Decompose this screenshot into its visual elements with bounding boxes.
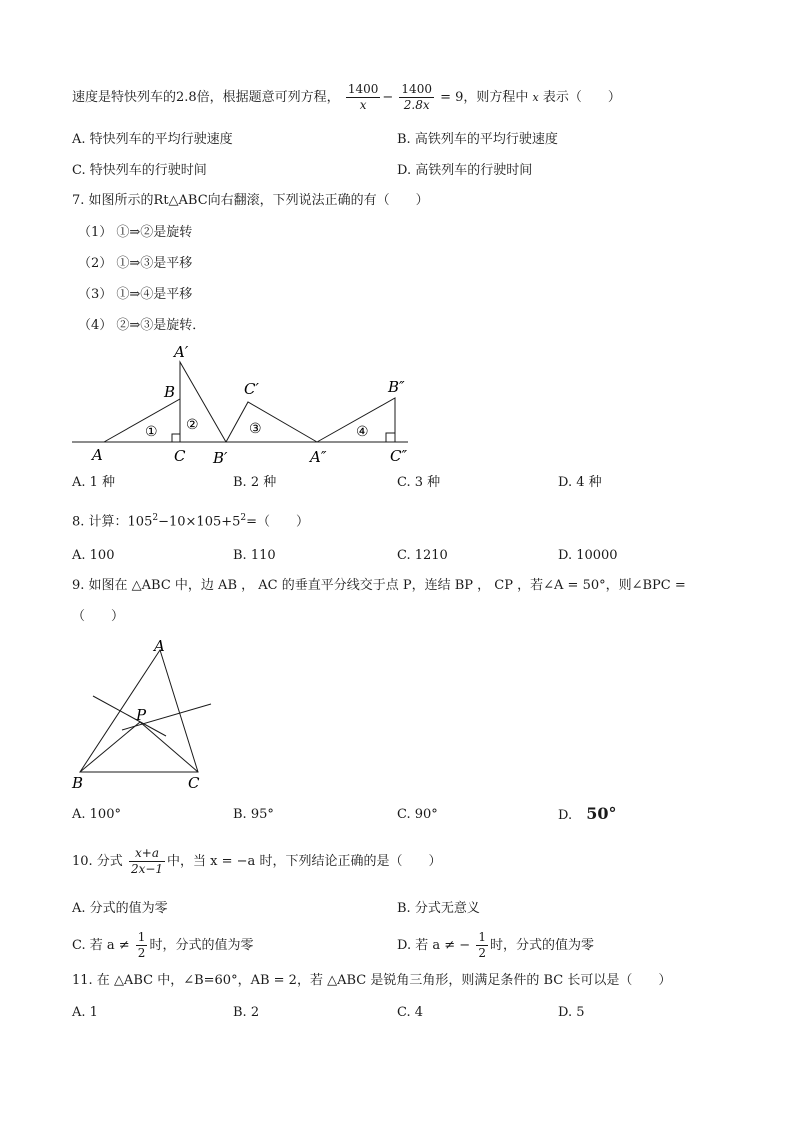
q7-item-4: （4） ②⇒③是旋转． — [78, 318, 206, 333]
q9-figure — [60, 638, 260, 798]
label-A1: A′ — [174, 343, 189, 361]
label-B: B — [72, 774, 84, 792]
q10-option-a: A. 分式的值为零 — [72, 901, 168, 916]
triangle-1 — [104, 399, 180, 442]
q10-option-b: B. 分式无意义 — [397, 901, 480, 916]
q7-stem: 7. 如图所示的Rt△ABC向右翻滚，下列说法正确的有（ ） — [72, 193, 429, 208]
label-A: A — [154, 638, 165, 655]
q7-item-3: （3） ①⇒④是平移 — [78, 287, 193, 302]
q7-option-a: A. 1 种 — [72, 475, 116, 490]
q6-fraction-1: $\frac{1400}{x}$ — [347, 82, 379, 112]
q6-option-c: C. 特快列车的行驶时间 — [72, 163, 207, 178]
q11-option-c: C. 4 — [397, 1005, 424, 1020]
q9-stem: 9. 如图在 △ABC 中，边 AB ， AC 的垂直平分线交于点 P，连结 BP ， CP ，若∠A = 50°，则∠BPC = — [72, 578, 686, 593]
q9-option-a: A. 100° — [72, 807, 121, 822]
q6-option-d: D. 高铁列车的行驶时间 — [397, 163, 533, 178]
q6-option-b: B. 高铁列车的平均行驶速度 — [397, 132, 558, 147]
q7-item-2: （2） ①⇒③是平移 — [78, 256, 193, 271]
q9-option-b: B. 95° — [233, 807, 274, 822]
q11-option-a: A. 1 — [72, 1005, 98, 1020]
right-angle-mark-4 — [386, 433, 395, 442]
label-C: C — [174, 447, 186, 465]
q7-item-1: （1） ①⇒②是旋转 — [78, 225, 193, 240]
q8-option-a: A. 100 — [72, 548, 115, 563]
label-C2: C″ — [390, 447, 408, 465]
segment-bp — [80, 722, 140, 772]
q6-option-a: A. 特快列车的平均行驶速度 — [72, 132, 233, 147]
label-B2: B″ — [388, 378, 405, 396]
q6-eq: = 9，则方程中 — [440, 90, 529, 105]
label-C: C — [188, 774, 200, 792]
perp-bisector-ab — [93, 696, 166, 736]
q7-option-b: B. 2 种 — [233, 475, 277, 490]
q8-option-c: C. 1210 — [397, 548, 448, 563]
q7-figure — [0, 340, 794, 470]
region-1-label: ① — [145, 424, 158, 440]
q8-stem: 8. 计算：$105^2-10\times 105+5^2=$（ ） — [72, 513, 310, 530]
q6-stem — [72, 82, 621, 113]
q8-option-b: B. 110 — [233, 548, 276, 563]
q6-text-a: 速度是特快列车的2.8倍，根据题意可列方程， — [72, 90, 340, 105]
q10-option-d: D. 若 a ≠ − $\frac{1}{2}$ 时，分式的值为零 — [397, 930, 594, 960]
q10-stem: 10. 分式 $\frac{x+a}{2x-1}$ 中，当 x = −a 时，下列结论正确的是（ ） — [72, 846, 442, 876]
label-A2: A″ — [310, 448, 327, 466]
q9-paren: （ ） — [72, 609, 125, 624]
q11-option-b: B. 2 — [233, 1005, 260, 1020]
q6-text-b: 表示（ ） — [542, 90, 621, 105]
region-2-label: ② — [186, 417, 199, 433]
q7-option-d: D. 4 种 — [558, 475, 602, 490]
q11-option-d: D. 5 — [558, 1005, 585, 1020]
q10-fraction: $\frac{x+a}{2x-1}$ — [130, 846, 164, 876]
triangle-3 — [226, 402, 317, 442]
label-C1: C′ — [244, 380, 259, 398]
region-3-label: ③ — [249, 421, 262, 437]
label-B: B — [164, 383, 176, 401]
label-A: A — [92, 446, 103, 464]
right-angle-mark-1 — [172, 434, 180, 442]
q9-option-d-value: 50° — [586, 804, 617, 823]
q6-var: x — [532, 91, 539, 104]
q9-option-d: D. 50° — [558, 804, 617, 823]
q9-option-c: C. 90° — [397, 807, 438, 822]
q8-option-d: D. 10000 — [558, 548, 618, 563]
q7-option-c: C. 3 种 — [397, 475, 441, 490]
label-B1: B′ — [213, 449, 228, 467]
q10-option-c: C. 若 a ≠ $\frac{1}{2}$ 时，分式的值为零 — [72, 930, 254, 960]
q6-fraction-2: $\frac{1400}{2.8x}$ — [401, 82, 432, 112]
segment-cp — [140, 722, 198, 772]
q6-minus: − — [382, 90, 394, 105]
label-P: P — [136, 706, 147, 724]
region-4-label: ④ — [356, 424, 369, 440]
q11-stem: 11. 在 △ABC 中，∠B=60°，AB = 2，若 △ABC 是锐角三角形，则满足条件的 BC 长可以是（ ） — [72, 973, 672, 988]
